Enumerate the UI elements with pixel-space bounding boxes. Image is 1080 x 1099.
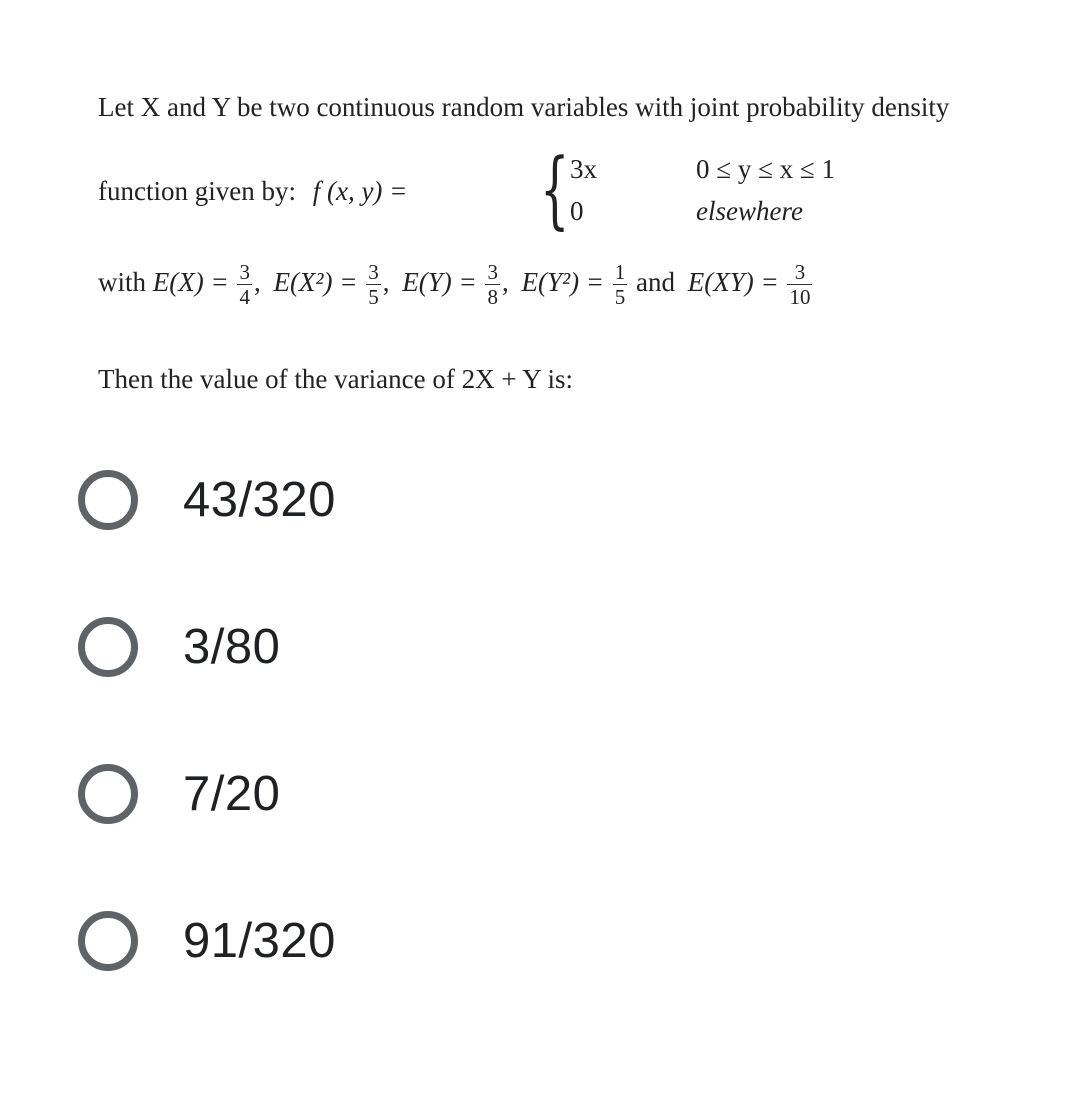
piecewise-brace: { [540, 140, 570, 238]
function-intro: function given by: [98, 176, 296, 206]
option-label[interactable]: 7/20 [183, 767, 281, 821]
ey-fraction [485, 260, 500, 309]
case-1-condition: 0 ≤ y ≤ x ≤ 1 [696, 154, 835, 184]
case-2-condition: elsewhere [696, 196, 803, 226]
ey2-denominator: 5 [614, 285, 626, 310]
question-line-2-prefix [98, 176, 407, 207]
ey-lhs: E(Y) = [402, 266, 477, 297]
case-1-value: 3x [570, 154, 597, 184]
question-line-1: Let X and Y be two continuous random variables with joint probability density [98, 92, 950, 122]
ey2-fraction [613, 260, 628, 309]
radio-button-icon[interactable] [78, 470, 138, 530]
option-label[interactable]: 43/320 [183, 473, 336, 527]
and-word: and [636, 266, 676, 297]
option-1[interactable] [78, 463, 336, 537]
option-4[interactable] [78, 904, 336, 978]
ex2-denominator: 5 [368, 285, 379, 310]
ex-denominator: 4 [239, 285, 250, 310]
ey-denominator: 8 [487, 285, 498, 310]
exy-numerator: 3 [787, 260, 812, 285]
ex-numerator: 3 [239, 260, 250, 284]
radio-button-icon[interactable] [78, 617, 138, 677]
option-2[interactable] [78, 610, 280, 684]
function-lhs: f (x, y) = [312, 176, 408, 206]
ey2-lhs: E(Y²) = [521, 266, 605, 297]
radio-button-icon[interactable] [78, 911, 138, 971]
option-label[interactable]: 3/80 [183, 620, 281, 674]
radio-button-icon[interactable] [78, 764, 138, 824]
ey2-numerator: 1 [614, 260, 626, 284]
exy-denominator: 10 [789, 285, 811, 310]
question-line-4: Then the value of the variance of 2X + Y is: [98, 364, 574, 394]
ex-lhs: E(X) = [152, 266, 229, 297]
ex2-fraction [366, 260, 381, 309]
exy-fraction [787, 260, 812, 309]
ex2-lhs: E(X²) = [273, 266, 358, 297]
exy-lhs: E(XY) = [687, 266, 779, 297]
with-word: with [98, 266, 147, 297]
option-label[interactable]: 91/320 [183, 914, 336, 968]
ex2-numerator: 3 [368, 260, 379, 284]
case-2-value: 0 [570, 196, 584, 226]
ex-fraction [237, 260, 252, 309]
option-3[interactable] [78, 757, 280, 831]
ey-numerator: 3 [487, 260, 498, 284]
question-line-3: with E(X) = $\frac{3}{4}$ , E(X²) = $\frac{3}{5}$ , E(Y) = $\frac{3}{8}$ , E(Y²) = $\frac{1}{5}$ and E(XY) = $\frac{3}{10}$ [98, 260, 811, 310]
